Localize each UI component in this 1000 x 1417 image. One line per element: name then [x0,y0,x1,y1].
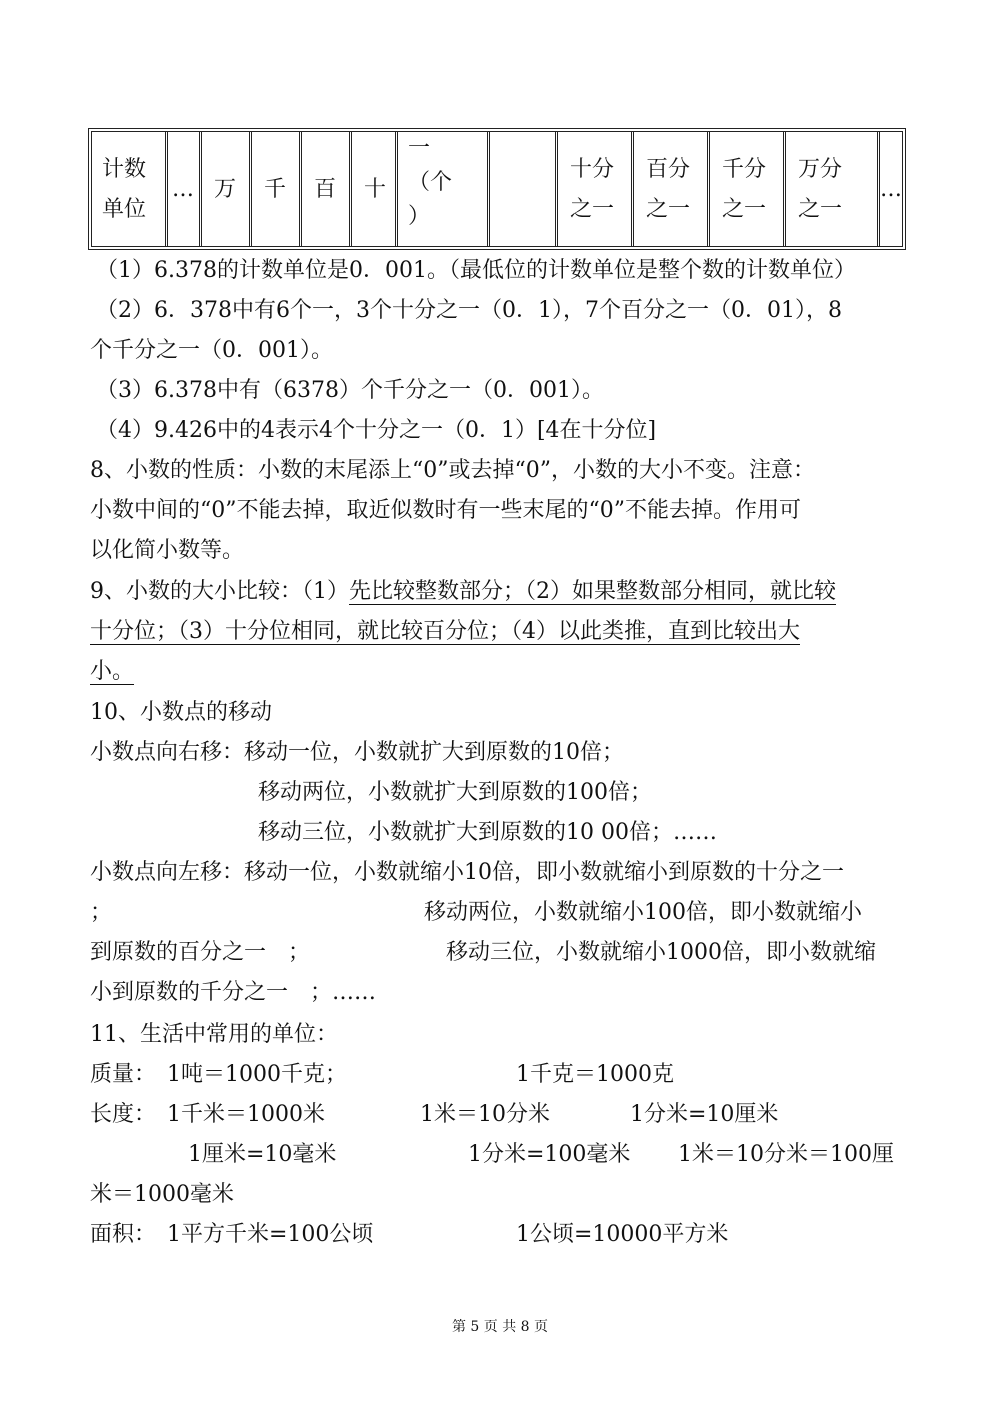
text-line-9-lead: 9、小数的大小比较：（1） [90,579,349,604]
text-line-9 [90,577,836,607]
table-cell-ellipsis-left: … [168,132,202,246]
text-line-6: 8、小数的性质：小数的末尾添上“0”或去掉“0”，小数的大小不变。注意： [90,458,815,483]
section-11-heading: 11、生活中常用的单位： [90,1022,338,1047]
counting-unit-table [88,128,906,250]
text-line-15: 移动三位，小数就扩大到原数的10 00倍；…… [258,820,717,845]
text-line-10: 十分位；（3）十分位相同，就比较百分位；（4）以此类推，直到比较出大 [90,619,800,644]
length-units-2: 1米＝10分米 [420,1102,550,1127]
table-cell-ge: 一 （个 ） [398,132,490,246]
table-cell-bai: 百 [302,132,352,246]
length-units-3: 1分米=10厘米 [630,1102,779,1127]
mass-units-1: 质量： 1吨＝1000千克； [90,1062,347,1087]
table-cell-wan: 万 [202,132,252,246]
length-units-7: 米＝1000毫米 [90,1182,234,1207]
text-line-8: 以化简小数等。 [90,538,245,563]
text-line-16: 小数点向左移：移动一位，小数就缩小10倍，即小数就缩小到原数的十分之一 [90,860,844,885]
length-units-1: 长度： 1千米＝1000米 [90,1102,325,1127]
table-cell-tenths: 十分 之一 [558,132,634,246]
table-cell-ten-thousandths: 万分 之一 [786,132,880,246]
text-line-17b: 移动两位，小数就缩小100倍，即小数就缩小 [424,900,862,925]
text-line-3: 个千分之一（0．001）。 [90,338,333,363]
length-units-4: 1厘米=10毫米 [188,1142,337,1167]
text-line-18a: 到原数的百分之一 ； [90,940,311,965]
table-cell-qian: 千 [252,132,302,246]
text-line-14: 移动两位，小数就扩大到原数的100倍； [258,780,652,805]
text-line-1: （1）6.378的计数单位是0．001。（最低位的计数单位是整个数的计数单位） [96,258,856,283]
text-line-2: （2）6．378中有6个一，3个十分之一（0．1），7个百分之一（0．01），8 [96,298,842,323]
area-units-1: 面积： 1平方千米=100公顷 [90,1222,374,1247]
table-cell-counting-unit: 计数 单位 [92,132,168,246]
text-line-4: （3）6.378中有（6378）个千分之一（0．001）。 [96,378,604,403]
table-cell-ellipsis-right: … [880,177,902,202]
mass-units-2: 1千克＝1000克 [516,1062,674,1087]
text-line-13: 小数点向右移：移动一位，小数就扩大到原数的10倍； [90,740,624,765]
page-footer: 第 5 页 共 8 页 [451,1319,549,1335]
text-line-9-underlined: 先比较整数部分；（2）如果整数部分相同，就比较 [349,579,836,604]
length-units-5: 1分米=100毫米 [468,1142,631,1167]
length-units-6: 1米＝10分米＝100厘 [678,1142,894,1167]
section-10-heading: 10、小数点的移动 [90,700,272,725]
table-cell-thousandths: 千分 之一 [710,132,786,246]
text-line-19: 小到原数的千分之一 ；…… [90,980,377,1005]
text-line-5: （4）9.426中的4表示4个十分之一（0．1）[4在十分位] [96,418,657,443]
table-cell-decimal-point [490,132,558,246]
text-line-17a: ； [90,900,113,925]
text-line-11: 小。 [90,659,135,684]
text-line-7: 小数中间的“0”不能去掉，取近似数时有一些末尾的“0”不能去掉。作用可 [90,498,801,523]
area-units-2: 1公顷=10000平方米 [516,1222,729,1247]
text-line-18b: 移动三位，小数就缩小1000倍，即小数就缩 [446,940,876,965]
table-cell-hundredths: 百分 之一 [634,132,710,246]
table-cell-shi: 十 [352,132,398,246]
